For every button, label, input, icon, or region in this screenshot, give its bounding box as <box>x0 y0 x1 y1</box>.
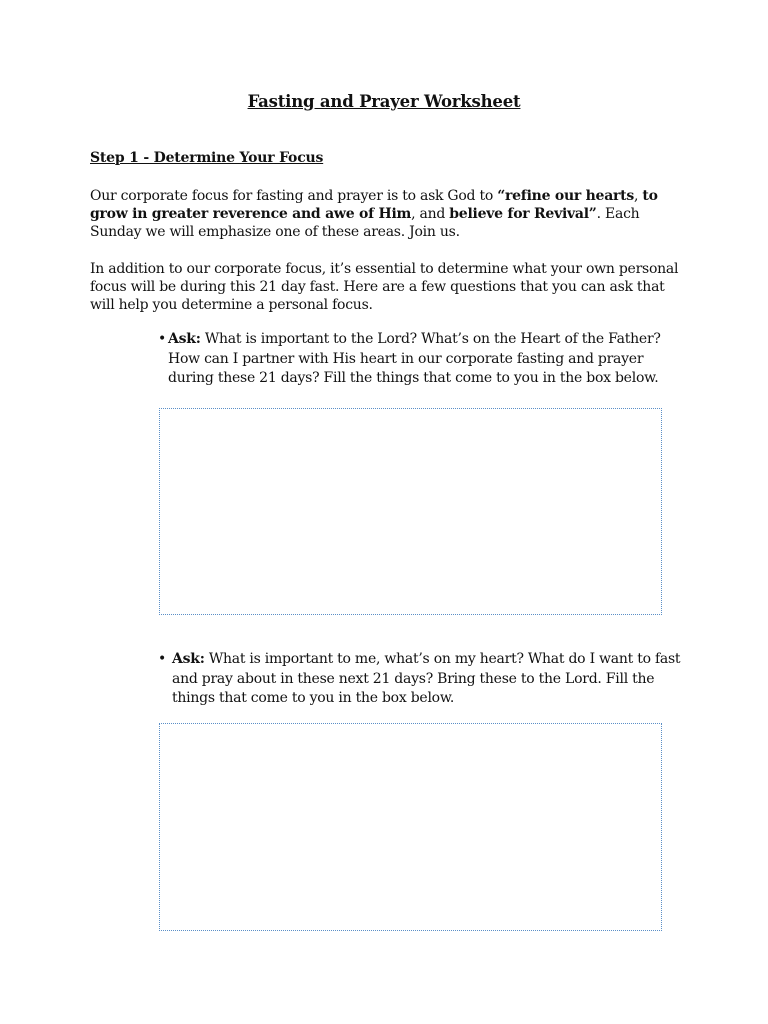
ask-label: Ask: <box>172 651 205 667</box>
question-2-text <box>172 650 684 709</box>
step-1-heading: Step 1 - Determine Your Focus <box>90 150 324 166</box>
intro-text-4: . Each Sunday we will emphasize one of these areas. Join us. <box>90 206 640 240</box>
question-1-text <box>168 330 688 389</box>
bullet-marker: • <box>158 651 167 667</box>
bullet-marker: • <box>158 331 167 347</box>
question-2-body: What is important to me, what’s on my heart? What do I want to fast and pray about in these next 21 days? Bring these to the Lord. Fill the things that come to you in the box below. <box>172 651 681 706</box>
personal-focus-paragraph: In addition to our corporate focus, it’s essential to determine what your own personal focus will be during this 21 day fast. Here are a few questions that you can ask that will help you determine a personal focus. <box>90 261 679 313</box>
corporate-focus-paragraph <box>90 187 680 241</box>
intro-bold-refine: “refine our hearts <box>497 188 635 204</box>
intro-text-2: , <box>634 188 643 204</box>
page-title: Fasting and Prayer Worksheet <box>247 92 521 111</box>
question-1-body: What is important to the Lord? What’s on the Heart of the Father? How can I partner with His heart in our corporate fasting and prayer during these 21 days? Fill the things that come to you in the box below. <box>168 331 661 386</box>
answer-box-2[interactable] <box>159 723 662 931</box>
answer-box-1[interactable] <box>159 408 662 615</box>
intro-text-3: , and <box>411 206 450 222</box>
ask-label: Ask: <box>168 331 201 347</box>
intro-bold-reverence: to grow in greater reverence and awe of Him <box>90 188 658 222</box>
intro-bold-revival: believe for Revival” <box>449 206 597 222</box>
intro-text-1: Our corporate focus for fasting and prayer is to ask God to <box>90 188 498 204</box>
